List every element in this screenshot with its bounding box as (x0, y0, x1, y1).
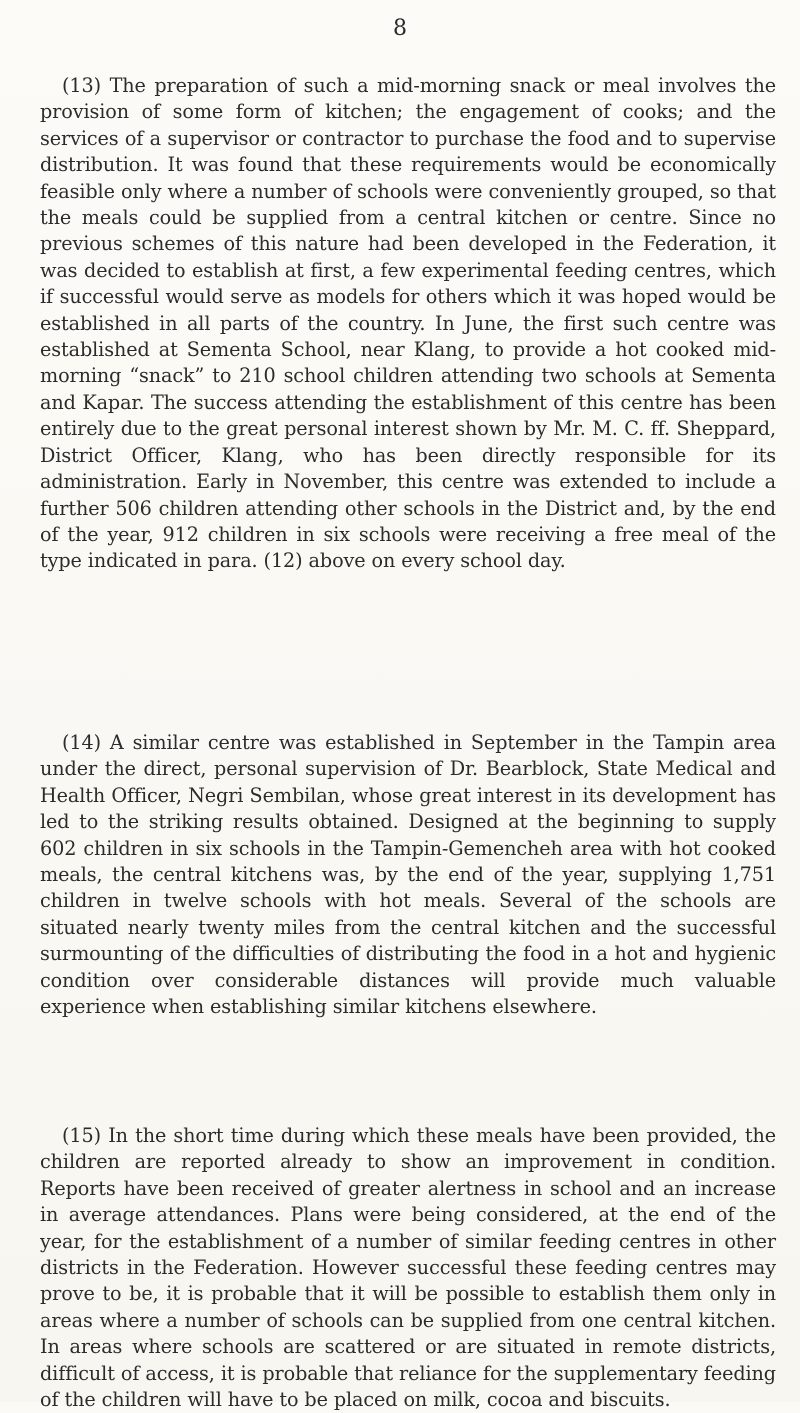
paragraph-number: (14) (62, 731, 101, 754)
paragraph-14 (40, 730, 776, 1020)
paragraph-15 (40, 1123, 776, 1413)
paragraph-number: (15) (62, 1124, 101, 1147)
paragraph-text: In the short time during which these meals have been provided, the children are reported already to show an improvement in condition. Reports have been received of greater alertness in school and an increase in average attendances. Plans were being considered, at the end of the year, for the establishment of a number of similar feeding centres in other districts in the Federation. However successful these feeding centres may prove to be, it is probable that it will be possible to establish them only in areas where a number of schools can be supplied from one central kitchen. In areas where schools are scattered or are situated in remote districts, difficult of access, it is probable that reliance for the supplementary feeding of the children will have to be placed on milk, cocoa and biscuits. (40, 1124, 776, 1412)
page-number: 8 (393, 16, 407, 41)
paragraph-text: A similar centre was established in September in the Tampin area under the direct, personal supervision of Dr. Bearblock, State Medical and Health Officer, Negri Sembilan, whose great interest in its development has led to the striking results obtained. Designed at the beginning to supply 602 children in six schools in the Tampin-Gemencheh area with hot cooked meals, the central kitchens was, by the end of the year, supplying 1,751 children in twelve schools with hot meals. Several of the schools are situated nearly twenty miles from the central kitchen and the successful surmounting of the difficulties of distributing the food in a hot and hygienic condition over considerable distances will provide much valuable experience when establishing similar kitchens elsewhere. (40, 731, 776, 1019)
paragraph-number: (13) (62, 74, 101, 97)
paragraph-text: The preparation of such a mid-morning snack or meal involves the provision of some form of kitchen; the engagement of cooks; and the services of a supervisor or contractor to purchase the food and to supervise distribution. It was found that these requirements would be economically feasible only where a number of schools were conveniently grouped, so that the meals could be supplied from a central kitchen or centre. Since no previous schemes of this nature had been developed in the Federation, it was decided to establish at first, a few experimental feeding centres, which if successful would serve as models for others which it was hoped would be established in all parts of the country. In June, the first such centre was established at Sementa School, near Klang, to provide a hot cooked mid-morning “snack” to 210 school children attending two schools at Sementa and Kapar. The success attending the establishment of this centre has been entirely due to the great personal interest shown by Mr. M. C. ff. Sheppard, District Officer, Klang, who has been directly responsible for its administration. Early in November, this centre was extended to include a further 506 children attending other schools in the District and, by the end of the year, 912 children in six schools were receiving a free meal of the type indicated in para. (12) above on every school day. (40, 74, 776, 573)
paragraph-13 (40, 73, 776, 575)
